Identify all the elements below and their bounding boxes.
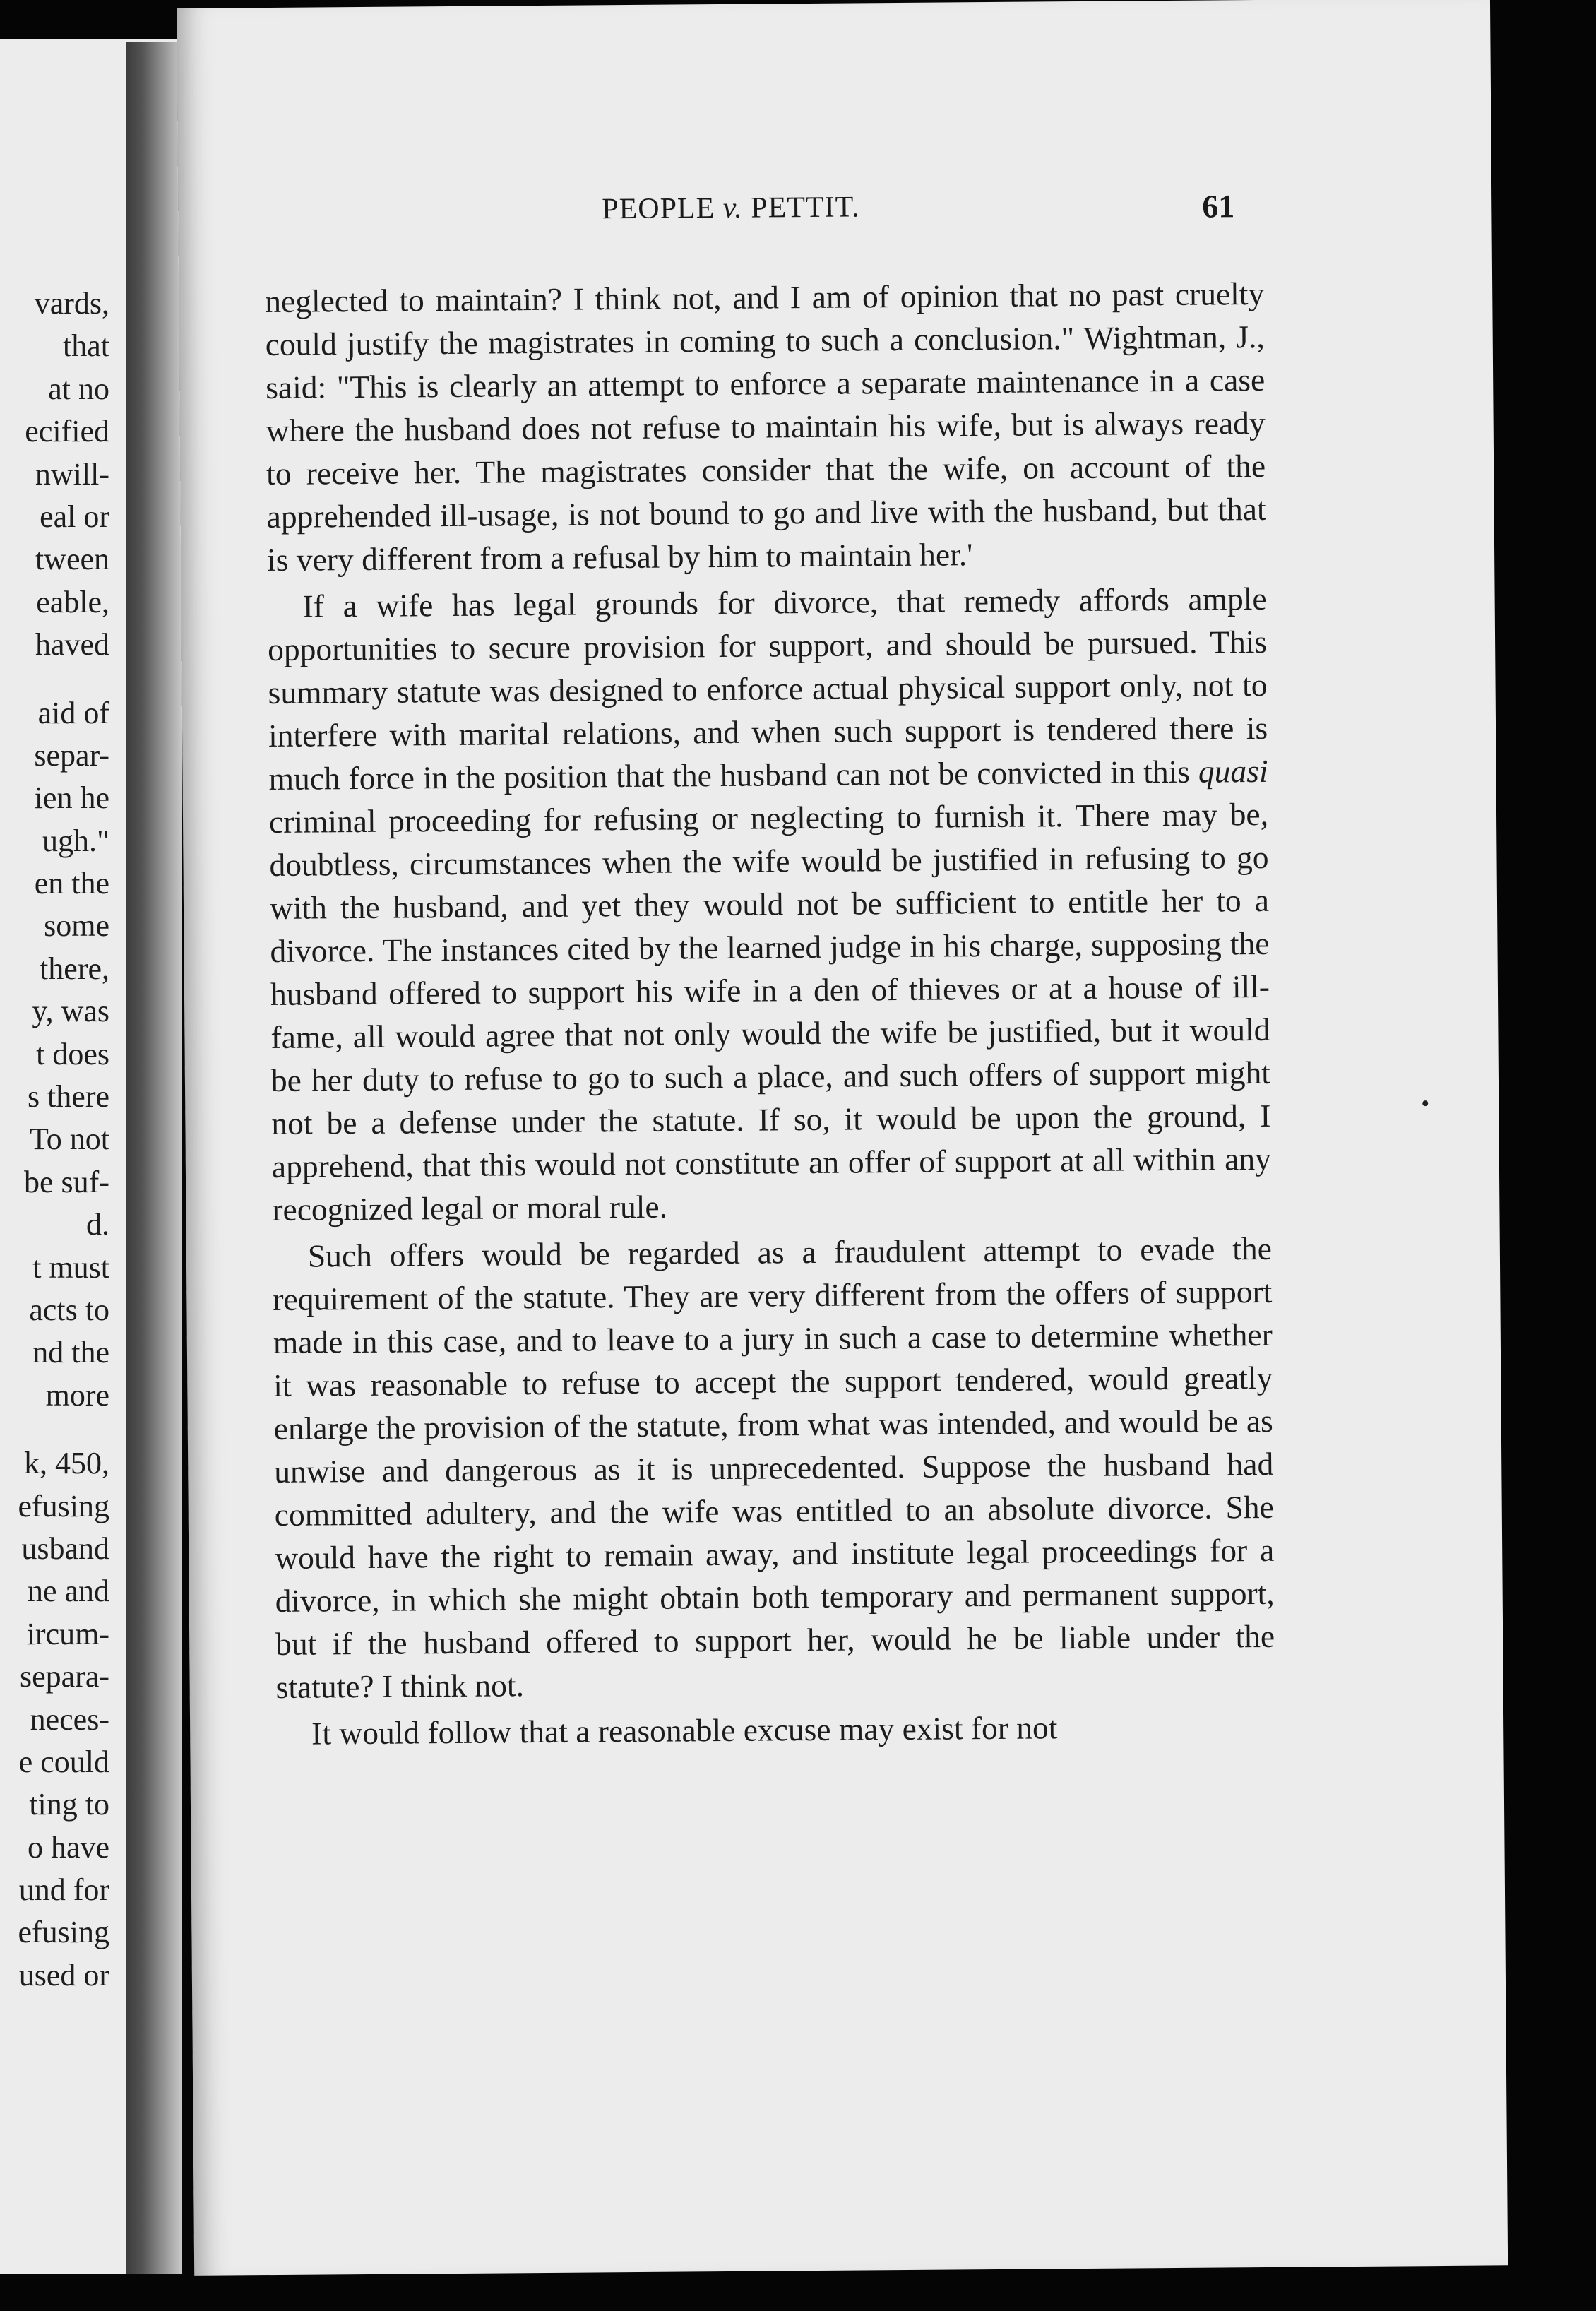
left-page-line: To not (29, 1122, 109, 1157)
left-page-line: y, was (32, 994, 109, 1029)
left-page-line: some (36, 908, 109, 944)
left-page-line: en the (34, 866, 109, 901)
left-page-line: und for (18, 1872, 109, 1908)
left-page-line: k, 450, (24, 1446, 109, 1481)
left-page-line: eable, (36, 584, 109, 619)
left-page-line: nd the (32, 1335, 109, 1370)
book-gutter (126, 42, 182, 2274)
left-page-line: vards, (34, 286, 109, 321)
left-page-line: ting to (29, 1787, 109, 1822)
left-page-line: ien he (34, 780, 109, 816)
left-page-line: there, (40, 951, 109, 986)
main-page (177, 0, 1508, 2276)
left-page-line: tween (35, 542, 109, 577)
left-page-line: usband (21, 1531, 109, 1566)
left-page-line: efusing (18, 1915, 109, 1950)
left-page-line: eal or (40, 499, 109, 534)
body-text (265, 272, 1275, 1755)
left-page-line: o have (27, 1829, 109, 1865)
paragraph-3: Such offers would be regarded as a fraudulent attempt to evade the requirement of the statute. They are very different from the offers of support made in this case, and to leave to a jury in such a case to determine whether it was reasonable to refuse to accept the support tendered, would greatly enlarge the provision of the statute, from what was intended, and would be as unwise and dangerous as it is unprecedented. Suppose the husband had committed adultery, and the wife was entitled to an absolute divorce. She would have the right to remain away, and institute legal proceedings for a divorce, in which she might obtain both temporary and permanent support, but if the husband offered to support her, would he be liable under the statute? I think not. (273, 1230, 1275, 1705)
left-page-line: at no (48, 371, 109, 406)
left-page-line: ne and (27, 1574, 109, 1609)
left-page-line: that (55, 328, 109, 364)
left-page-line: e could (18, 1744, 109, 1779)
left-page-line: neces- (30, 1701, 109, 1737)
left-page-line: be suf- (24, 1164, 109, 1199)
left-page-line: s there (27, 1079, 109, 1115)
left-page-line (18, 1417, 109, 1442)
left-page-line: separ- (34, 737, 109, 773)
italic-term: quasi (1198, 752, 1268, 790)
left-page-line: haved (35, 627, 109, 663)
left-page-line: ecified (25, 414, 109, 449)
left-page-line: d. (86, 1207, 109, 1242)
left-page-line: ugh." (42, 823, 109, 858)
left-page-line: separa- (19, 1659, 109, 1694)
left-page-line (18, 667, 109, 692)
paragraph-4: It would follow that a reasonable excuse may exist for not (311, 1709, 1058, 1752)
paragraph-2: If a wife has legal grounds for divorce, that remedy affords ample opportunities to secure provision for support, and should be pursued. This summary statute was designed to enforce actual physical support only, not to interfere with marital relations, and when such support is tendered there is much force in the position that the husband can not be convicted in this quasi criminal proceeding for refusing or neglecting to furnish it. There may be, doubtless, circumstances when the wife would be justified in refusing to go with the husband, and yet they would not be sufficient to entitle her to a divorce. The instances cited by the learned judge in his charge, supposing the husband offered to support his wife in a den of thieves or at a house of ill-fame, all would agree that not only would the wife be justified, but it would be her duty to refuse to go to such a place, and such offers of support might not be a defense under the statute. If so, it would be upon the ground, I apprehend, that this would not constitute an offer of support at all within any recognized legal or moral rule. (267, 580, 1272, 1228)
page-title: PEOPLE v. PETTIT. (602, 191, 860, 226)
left-page-line: ircum- (26, 1616, 109, 1651)
running-head (178, 185, 1491, 226)
paragraph-1: neglected to maintain? I think not, and I am of opinion that no past cruelty could justify the magistrates in coming to such a conclusion." Wightman, J., said: "This is clearly an attempt to enforce a separate maintenance in a case where the husband does not refuse to maintain his wife, but is always ready to receive her. The magistrates consider that the wife, on account of the apprehended ill-usage, is not bound to go and live with the husband, but that is very different from a refusal by him to maintain her.' (265, 275, 1266, 578)
speck-mark (1422, 1100, 1428, 1106)
left-page-line: t does (36, 1036, 109, 1071)
left-page-line: nwill- (35, 456, 109, 492)
left-page-line: efusing (18, 1488, 109, 1523)
left-page-line: used or (18, 1957, 109, 1992)
left-page-line: aid of (37, 695, 109, 730)
left-page-text (18, 283, 109, 1997)
page-number: 61 (1202, 188, 1235, 225)
left-page-line: more (45, 1377, 109, 1413)
left-page-line: acts to (29, 1292, 109, 1327)
left-page-line: t must (32, 1249, 109, 1285)
